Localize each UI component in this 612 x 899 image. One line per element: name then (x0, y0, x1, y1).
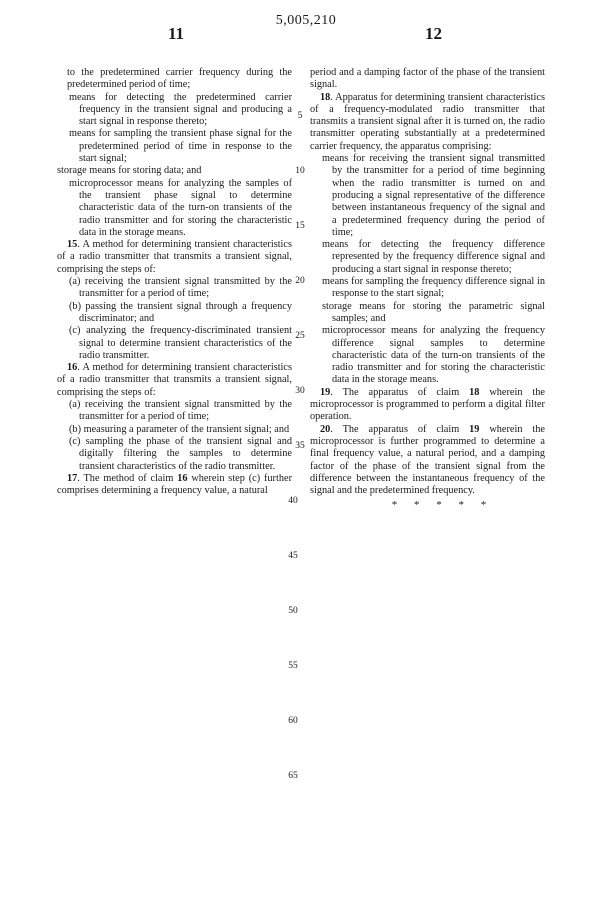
end-marker: * * * * * (391, 499, 494, 512)
claim-20 (310, 424, 545, 498)
left-column-number: 11 (168, 24, 185, 43)
claim-body: . Apparatus for determining transient characteristics of a frequency-modulated radio transmitter that transmits a transient signal after it is turned on, the radio transmitter operating substantially at a predetermined carrier frequency, the apparatus comprising: (310, 91, 545, 152)
line-number: 10 (295, 166, 305, 176)
claim-number: 20 (320, 423, 331, 435)
claim-16 (57, 362, 292, 399)
right-column-number: 12 (425, 24, 442, 43)
claim-number: 15 (67, 239, 78, 251)
claim-reference: 16 (177, 472, 188, 484)
right-column (310, 67, 545, 512)
claim-step: (b) measuring a parameter of the transient signal; and (69, 423, 290, 435)
claim-body: . A method for determining transient characteristics of a radio transmitter that transmits a transient signal, comprising the steps of: (57, 362, 292, 398)
claim-body: . The apparatus of claim (330, 386, 470, 398)
claim-text: means for detecting the predetermined carrier frequency in the transient signal and producing a start signal in response thereto; (69, 91, 292, 128)
patent-number: 5,005,210 (275, 13, 337, 28)
line-number: 5 (297, 111, 303, 121)
claim-body: . The method of claim (77, 472, 178, 484)
claim-step: (c) sampling the phase of the transient signal and digitally filtering the samples to determine transient characteristics of the radio transmitter. (69, 435, 292, 472)
claim-19 (310, 387, 545, 424)
claim-element: storage means for storing the parametric signal samples; and (322, 300, 545, 324)
line-number: 25 (295, 331, 305, 341)
claim-text: period and a damping factor of the phase of the transient signal. (310, 67, 545, 91)
claim-17 (57, 473, 292, 498)
claim-number: 17 (67, 472, 78, 484)
claim-body: wherein the microprocessor is further programmed to determine a final frequency value, a natural period, and a damping factor of the phase of the transient signal from the difference between the instantaneous frequency of the signal and the predetermined frequency. (310, 423, 545, 497)
claim-18 (310, 92, 545, 153)
claim-step: (a) receiving the transient signal transmitted by the transmitter for a period of time; (69, 276, 292, 300)
claim-element: means for sampling the frequency difference signal in response to the start signal; (322, 276, 545, 300)
claim-text: storage means for storing data; and (57, 165, 202, 177)
line-number: 30 (295, 386, 305, 396)
claim-reference: 19 (469, 423, 480, 435)
line-number: 50 (288, 606, 298, 616)
claim-number: 19 (320, 386, 331, 398)
claim-element: means for receiving the transient signal transmitted by the transmitter for a period of time beginning when the radio transmitter is turned on and producing a signal representative of the difference between instantaneous frequency of the signal and a predetermined frequency during the period of time; (322, 153, 545, 238)
claim-body: wherein the microprocessor is programmed to perform a digital filter operation. (310, 386, 545, 423)
claim-element: means for detecting the frequency difference represented by the frequency difference signal and producing a start signal in response thereto; (322, 239, 545, 275)
claim-15 (57, 239, 292, 276)
claim-text: microprocessor means for analyzing the samples of the transient phase signal to determine characteristic data of the turn-on transients of the radio transmitter and for storing the characteristic data in the storage means. (69, 177, 292, 238)
claim-text: to the predetermined carrier frequency during the predetermined period of time; (67, 67, 292, 91)
left-column (57, 67, 292, 497)
line-number: 45 (288, 551, 298, 561)
line-number: 60 (288, 716, 298, 726)
line-number: 35 (295, 441, 305, 451)
claim-step: (a) receiving the transient signal transmitted by the transmitter for a period of time; (69, 399, 292, 423)
claim-number: 18 (320, 91, 331, 103)
line-number: 65 (288, 771, 298, 781)
claim-text: means for sampling the transient phase signal for the predetermined period of time in response to the start signal; (69, 128, 292, 165)
claim-body: wherein step (c) further comprises determining a frequency value, a natural (57, 472, 292, 497)
claim-body: . The apparatus of claim (330, 423, 470, 435)
claim-step: (b) passing the transient signal through a frequency discriminator; and (69, 300, 292, 324)
claim-body: . A method for determining transient characteristics of a radio transmitter that transmits a transient signal, comprising the steps of: (57, 239, 292, 275)
claim-element: microprocessor means for analyzing the frequency difference signal samples to determine characteristic data of the turn-on transients of the radio transmitter and for storing the characteristic data in the storage means. (322, 325, 545, 386)
claim-reference: 18 (469, 386, 480, 398)
line-number: 55 (288, 661, 298, 671)
claim-number: 16 (67, 362, 78, 374)
line-number: 15 (295, 221, 305, 231)
line-number: 40 (288, 496, 298, 506)
claim-step: (c) analyzing the frequency-discriminated transient signal to determine transient characteristics of the radio transmitter. (69, 325, 292, 361)
line-number: 20 (295, 276, 305, 286)
